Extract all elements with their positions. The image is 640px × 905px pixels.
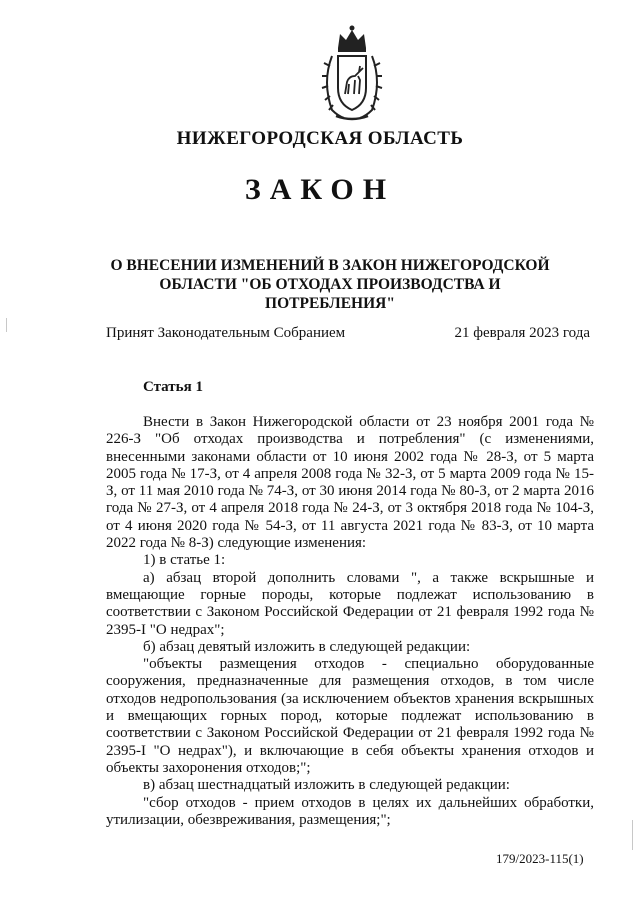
- law-title: [100, 256, 560, 313]
- adoption-date: 21 февраля 2023 года: [454, 325, 590, 341]
- scan-edge-mark: [632, 820, 633, 850]
- article-paragraph: а) абзац второй дополнить словами ", а также вскрышные и вмещающие горные породы, которые подлежат использованию в соответствии с Законом Российской Федерации от 21 февраля 1992 года № 2395-I "О недрах";: [106, 569, 594, 638]
- article-paragraph: в) абзац шестнадцатый изложить в следующей редакции:: [143, 777, 510, 794]
- law-title-line-2: ОБЛАСТИ "ОБ ОТХОДАХ ПРОИЗВОДСТВА И ПОТРЕБЛЕНИЯ": [159, 276, 501, 312]
- document-registration-number: 179/2023-115(1): [496, 851, 584, 866]
- law-title-line-1: О ВНЕСЕНИИ ИЗМЕНЕНИЙ В ЗАКОН НИЖЕГОРОДСКОЙ: [110, 257, 550, 274]
- article-paragraph: 1) в статье 1:: [143, 552, 226, 569]
- article-paragraph: б) абзац девятый изложить в следующей редакции:: [143, 638, 471, 655]
- region-name: НИЖЕГОРОДСКАЯ ОБЛАСТЬ: [176, 128, 464, 149]
- adoption-line: [106, 325, 590, 342]
- article-body: [106, 414, 594, 829]
- adoption-text: Принят Законодательным Собранием: [106, 325, 346, 341]
- document-type-heading: ЗАКОН: [244, 173, 396, 206]
- article-heading: Статья 1: [143, 379, 203, 395]
- article-paragraph: Внести в Закон Нижегородской области от 23 ноября 2001 года № 226-З "Об отходах производства и потребления" (с изменениями, внесенными законами области от 10 июня 2002 года № 28-З, от 5 марта 2005 года № 17-З, от 4 апреля 2008 года № 32-З, от 5 марта 2009 года № 15-З, от 11 мая 2010 года № 74-З, от 30 июня 2014 года № 80-З, от 2 марта 2016 года № 27-З, от 4 апреля 2018 года № 24-З, от 3 октября 2018 года № 104-З, от 4 июня 2020 года № 54-З, от 11 августа 2021 года № 83-З, от 10 марта 2022 года № 8-З) следующие изменения:: [106, 414, 594, 552]
- coat-of-arms-emblem: [318, 22, 386, 124]
- scan-edge-mark: [6, 318, 7, 332]
- article-paragraph: "объекты размещения отходов - специально оборудованные сооружения, предназначенные для размещения отходов, в том числе отходов недропользования (за исключением объектов хранения вскрышных и вмещающих горных пород, которые подлежат использованию в соответствии с Законом Российской Федерации от 21 февраля 1992 года № 2395-I "О недрах"), и включающие в себя объекты хранения отходов и объекты захоронения отходов;";: [106, 656, 594, 776]
- article-paragraph: "сбор отходов - прием отходов в целях их дальнейших обработки, утилизации, обезвреживания, размещения;";: [106, 794, 594, 828]
